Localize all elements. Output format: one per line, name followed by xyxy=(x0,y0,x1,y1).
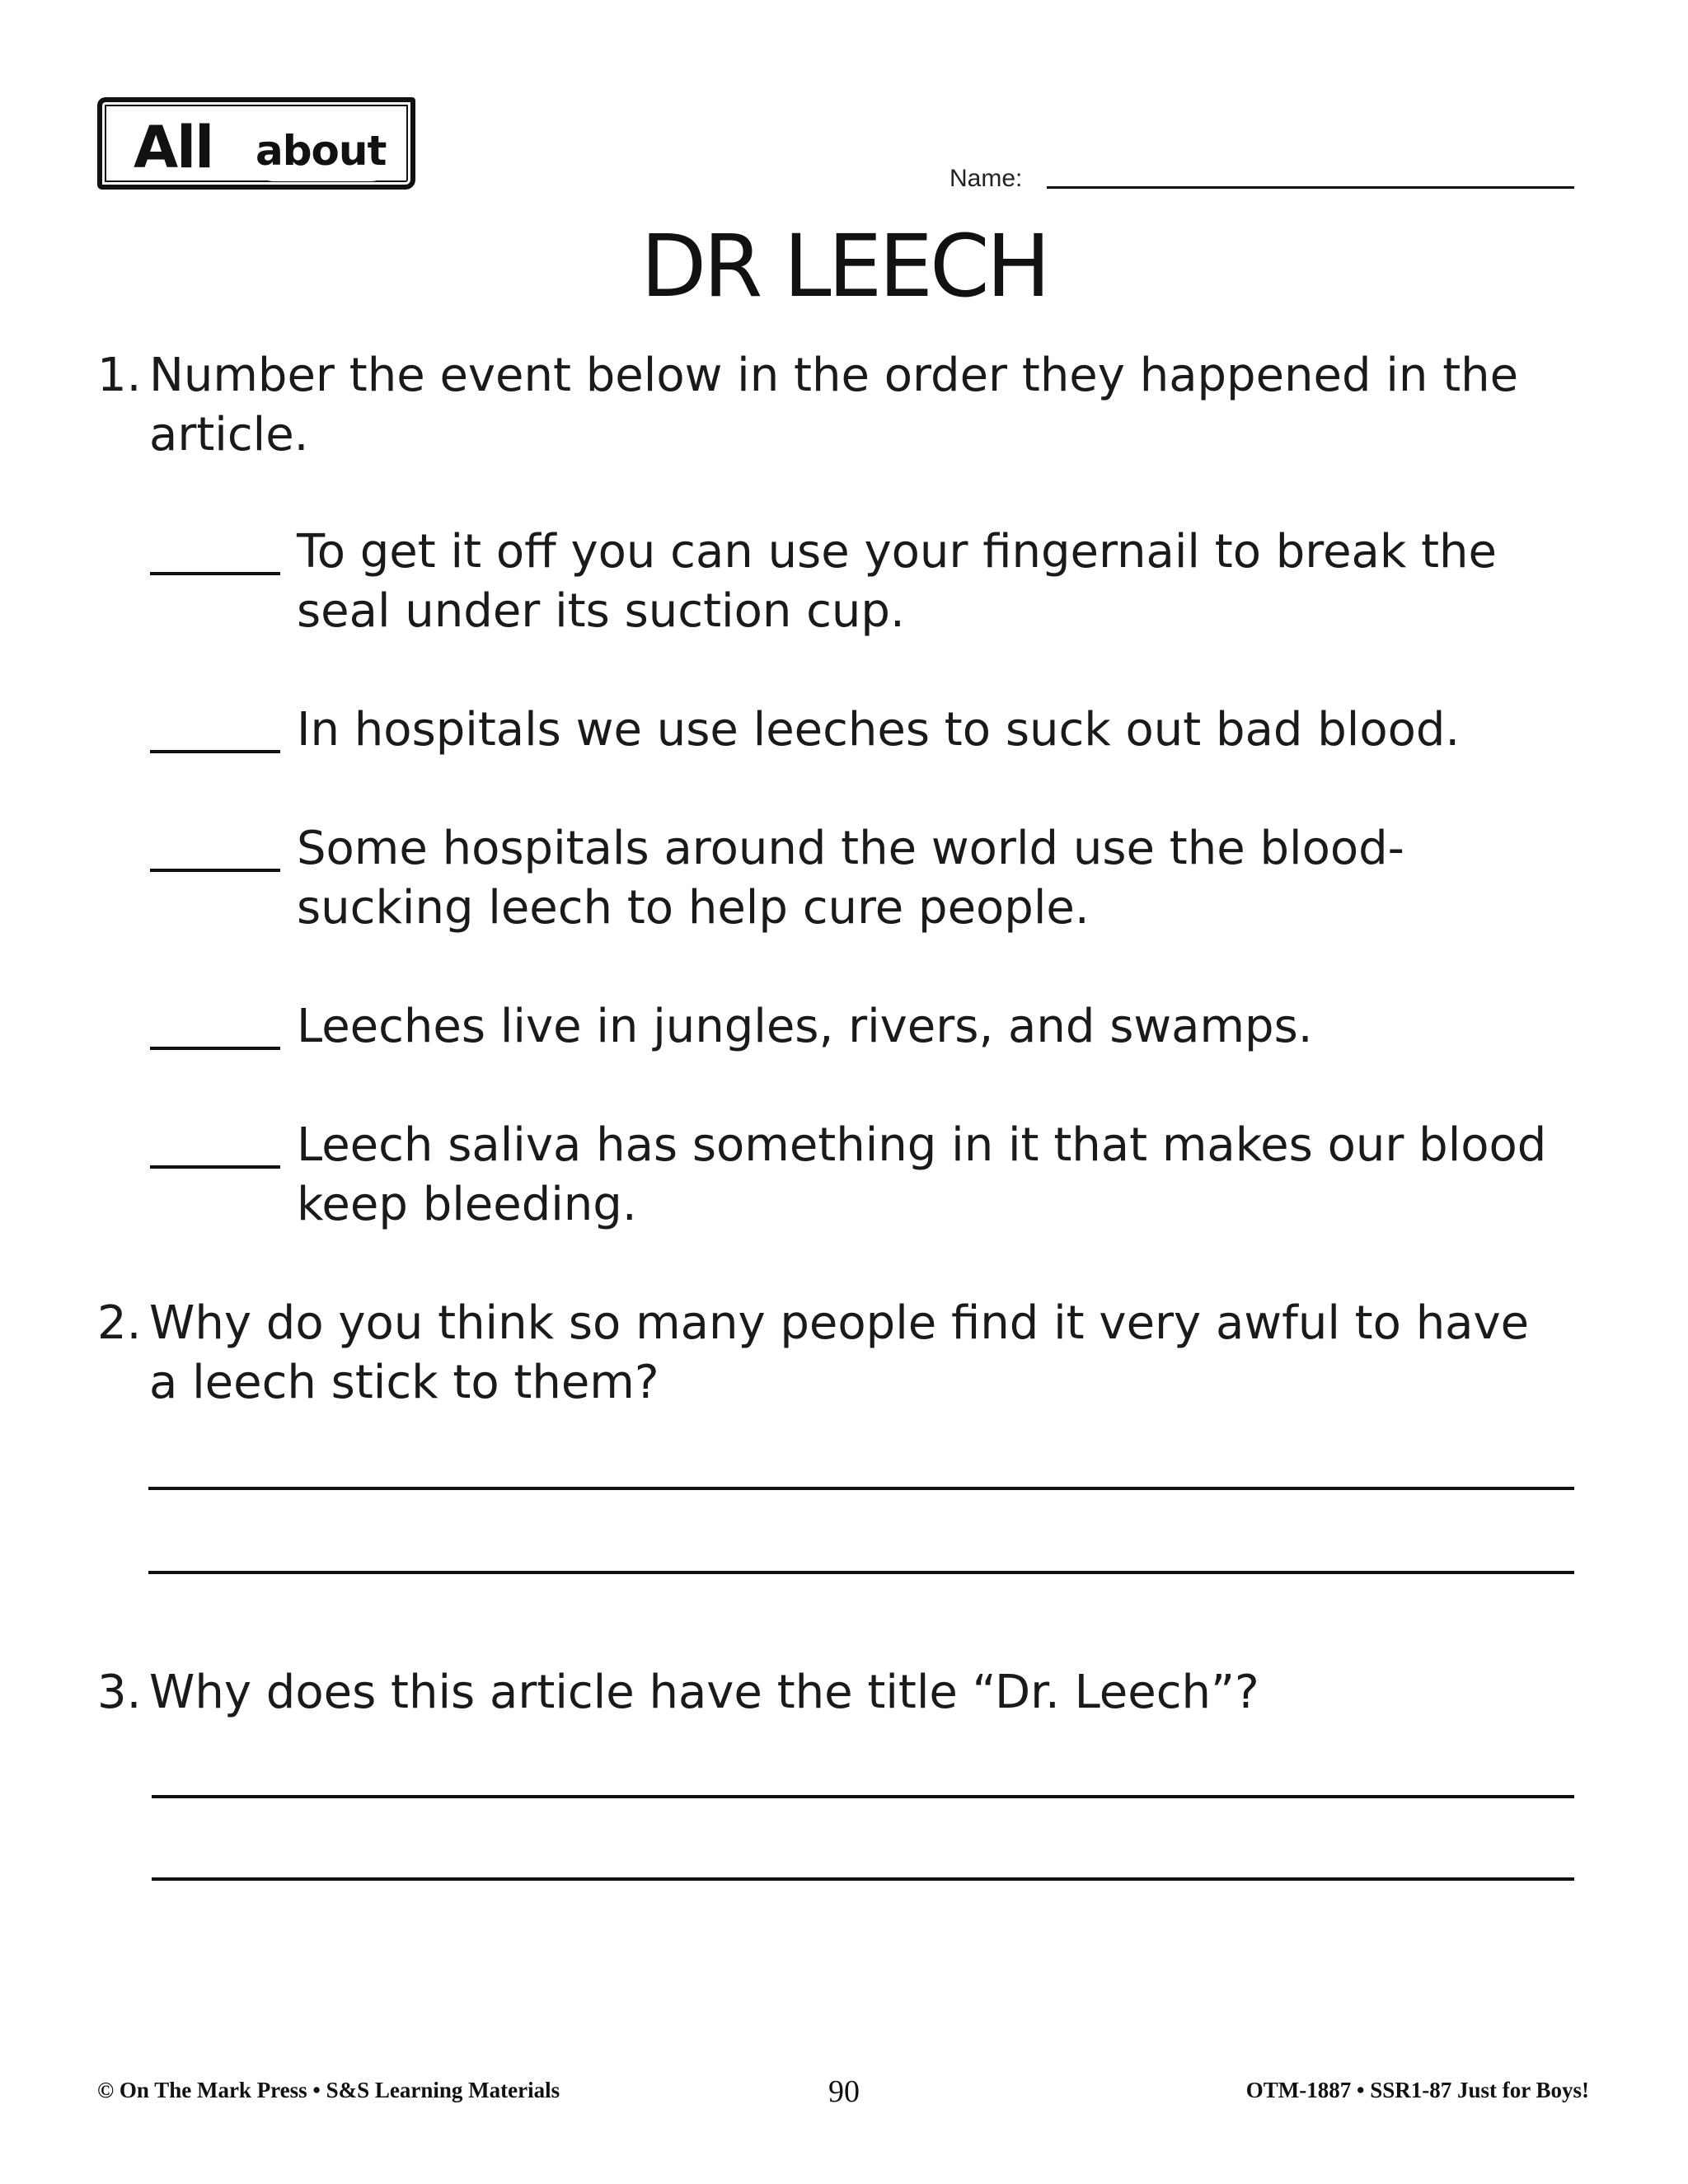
order-item-text: In hospitals we use leeches to suck out bad blood. xyxy=(297,703,1461,757)
order-item-text: Leeches live in jungles, rivers, and swamps. xyxy=(297,1000,1313,1053)
order-blank[interactable] xyxy=(150,869,280,872)
footer-product-code: OTM-1887 • SSR1-87 Just for Boys! xyxy=(1245,2078,1589,2102)
order-blank[interactable] xyxy=(150,1047,280,1050)
name-input-line[interactable] xyxy=(1047,186,1574,189)
badge-about-text: about xyxy=(256,127,387,175)
question-text: Why do you think so many people find it very awful to have a leech stick to them? xyxy=(149,1296,1530,1409)
answer-line[interactable] xyxy=(152,1877,1574,1881)
question-text: Why does this article have the title “Dr. Leech”? xyxy=(149,1666,1259,1719)
order-blank[interactable] xyxy=(150,750,280,753)
order-blank[interactable] xyxy=(150,1165,280,1169)
question-3 xyxy=(97,1663,1564,1722)
question-number: 2. xyxy=(97,1296,142,1350)
order-item-text: Some hospitals around the world use the blood-sucking leech to help cure people. xyxy=(297,822,1404,935)
order-item xyxy=(150,701,1568,760)
order-item-text: To get it off you can use your fingernail to break the seal under its suction cup. xyxy=(297,525,1497,638)
answer-line[interactable] xyxy=(148,1487,1574,1490)
order-item-text: Leech saliva has something in it that makes our blood keep bleeding. xyxy=(297,1118,1547,1231)
question-text: Number the event below in the order they happened in the article. xyxy=(149,349,1519,462)
question-number: 1. xyxy=(97,349,142,402)
question-number: 3. xyxy=(97,1666,142,1719)
page-number: 90 xyxy=(828,2074,860,2109)
all-about-badge xyxy=(97,97,415,190)
order-item xyxy=(150,523,1568,641)
answer-line[interactable] xyxy=(152,1795,1574,1798)
question-2 xyxy=(97,1294,1564,1413)
order-item xyxy=(150,997,1568,1057)
badge-all-text: All xyxy=(134,114,213,181)
order-item xyxy=(150,1116,1568,1235)
footer-copyright: © On The Mark Press • S&S Learning Materials xyxy=(97,2078,560,2102)
answer-line[interactable] xyxy=(148,1571,1574,1574)
order-item xyxy=(150,819,1568,938)
name-label: Name: xyxy=(950,165,1023,192)
order-blank[interactable] xyxy=(150,572,280,575)
question-1 xyxy=(97,346,1564,465)
worksheet-title: DR LEECH xyxy=(640,216,1048,316)
